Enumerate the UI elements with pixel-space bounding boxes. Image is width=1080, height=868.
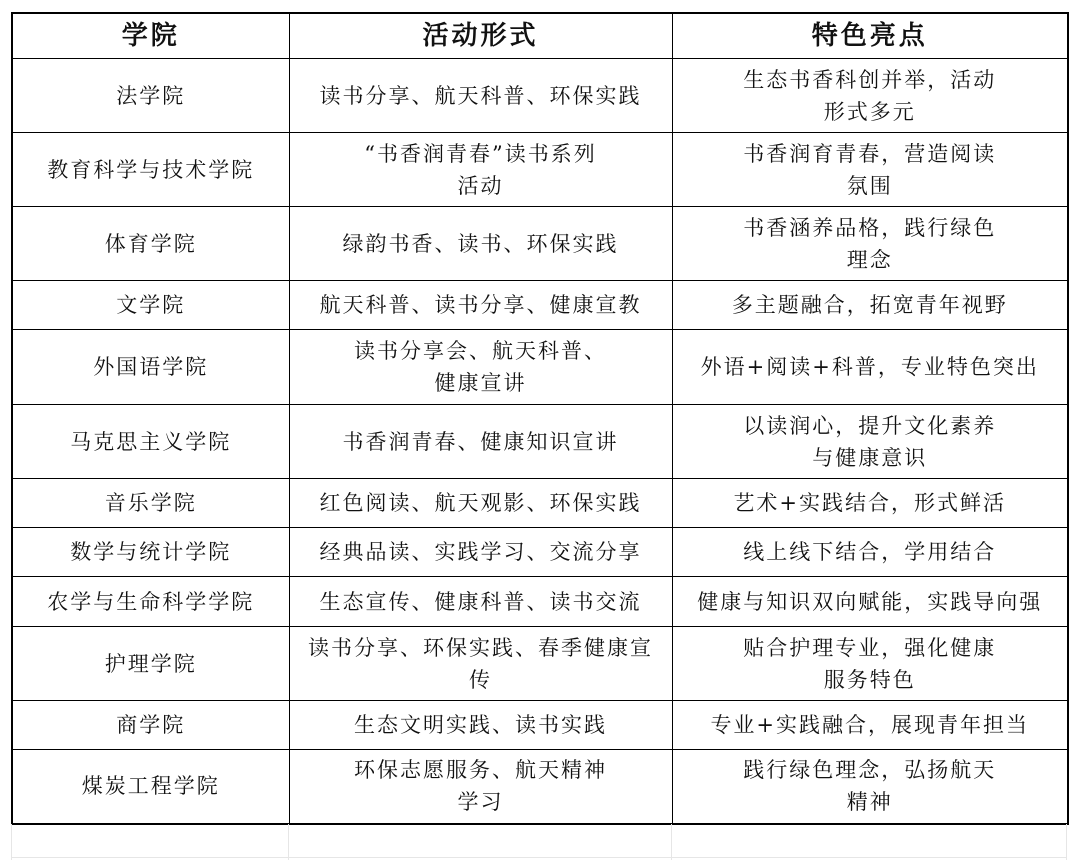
cell-college: 马克思主义学院 — [12, 405, 289, 479]
cell-college: 外国语学院 — [12, 330, 289, 405]
header-activity: 活动形式 — [289, 13, 672, 59]
cell-college: 数学与统计学院 — [12, 528, 289, 577]
table-row — [12, 627, 1068, 701]
table-row — [12, 528, 1068, 577]
table-row — [12, 479, 1068, 528]
cell-college: 法学院 — [12, 59, 289, 133]
spreadsheet-empty-grid — [11, 824, 1067, 860]
cell-highlight: 以读润心，提升文化素养 与健康意识 — [672, 405, 1068, 479]
cell-highlight: 践行绿色理念，弘扬航天 精神 — [672, 750, 1068, 824]
table-row — [12, 750, 1068, 824]
cell-highlight: 生态书香科创并举，活动 形式多元 — [672, 59, 1068, 133]
cell-college: 音乐学院 — [12, 479, 289, 528]
cell-activity: 生态文明实践、读书实践 — [289, 701, 672, 750]
cell-activity: 读书分享、环保实践、春季健康宣 传 — [289, 627, 672, 701]
table-row — [12, 405, 1068, 479]
table-row — [12, 701, 1068, 750]
cell-college: 农学与生命科学学院 — [12, 577, 289, 627]
cell-activity: “书香润青春”读书系列 活动 — [289, 133, 672, 207]
cell-highlight: 艺术+实践结合，形式鲜活 — [672, 479, 1068, 528]
cell-activity: 读书分享会、航天科普、 健康宣讲 — [289, 330, 672, 405]
table-row — [12, 330, 1068, 405]
cell-activity: 书香润青春、健康知识宣讲 — [289, 405, 672, 479]
cell-college: 护理学院 — [12, 627, 289, 701]
cell-college: 商学院 — [12, 701, 289, 750]
cell-activity: 红色阅读、航天观影、环保实践 — [289, 479, 672, 528]
cell-highlight: 多主题融合，拓宽青年视野 — [672, 281, 1068, 330]
header-college: 学院 — [12, 13, 289, 59]
table-row — [12, 577, 1068, 627]
header-row — [12, 13, 1068, 59]
table-row — [12, 207, 1068, 281]
activity-table — [11, 12, 1069, 825]
cell-college: 煤炭工程学院 — [12, 750, 289, 824]
cell-activity: 生态宣传、健康科普、读书交流 — [289, 577, 672, 627]
cell-highlight: 书香润育青春，营造阅读 氛围 — [672, 133, 1068, 207]
cell-activity: 航天科普、读书分享、健康宣教 — [289, 281, 672, 330]
table-row — [12, 59, 1068, 133]
cell-college: 教育科学与技术学院 — [12, 133, 289, 207]
cell-highlight: 书香涵养品格，践行绿色 理念 — [672, 207, 1068, 281]
cell-highlight: 线上线下结合，学用结合 — [672, 528, 1068, 577]
cell-activity: 环保志愿服务、航天精神 学习 — [289, 750, 672, 824]
cell-highlight: 专业+实践融合，展现青年担当 — [672, 701, 1068, 750]
table-row — [12, 133, 1068, 207]
cell-college: 体育学院 — [12, 207, 289, 281]
cell-highlight: 贴合护理专业，强化健康 服务特色 — [672, 627, 1068, 701]
cell-activity: 经典品读、实践学习、交流分享 — [289, 528, 672, 577]
cell-highlight: 外语+阅读+科普，专业特色突出 — [672, 330, 1068, 405]
table-row — [12, 281, 1068, 330]
cell-college: 文学院 — [12, 281, 289, 330]
header-highlight: 特色亮点 — [672, 13, 1068, 59]
cell-activity: 绿韵书香、读书、环保实践 — [289, 207, 672, 281]
cell-highlight: 健康与知识双向赋能，实践导向强 — [672, 577, 1068, 627]
cell-activity: 读书分享、航天科普、环保实践 — [289, 59, 672, 133]
